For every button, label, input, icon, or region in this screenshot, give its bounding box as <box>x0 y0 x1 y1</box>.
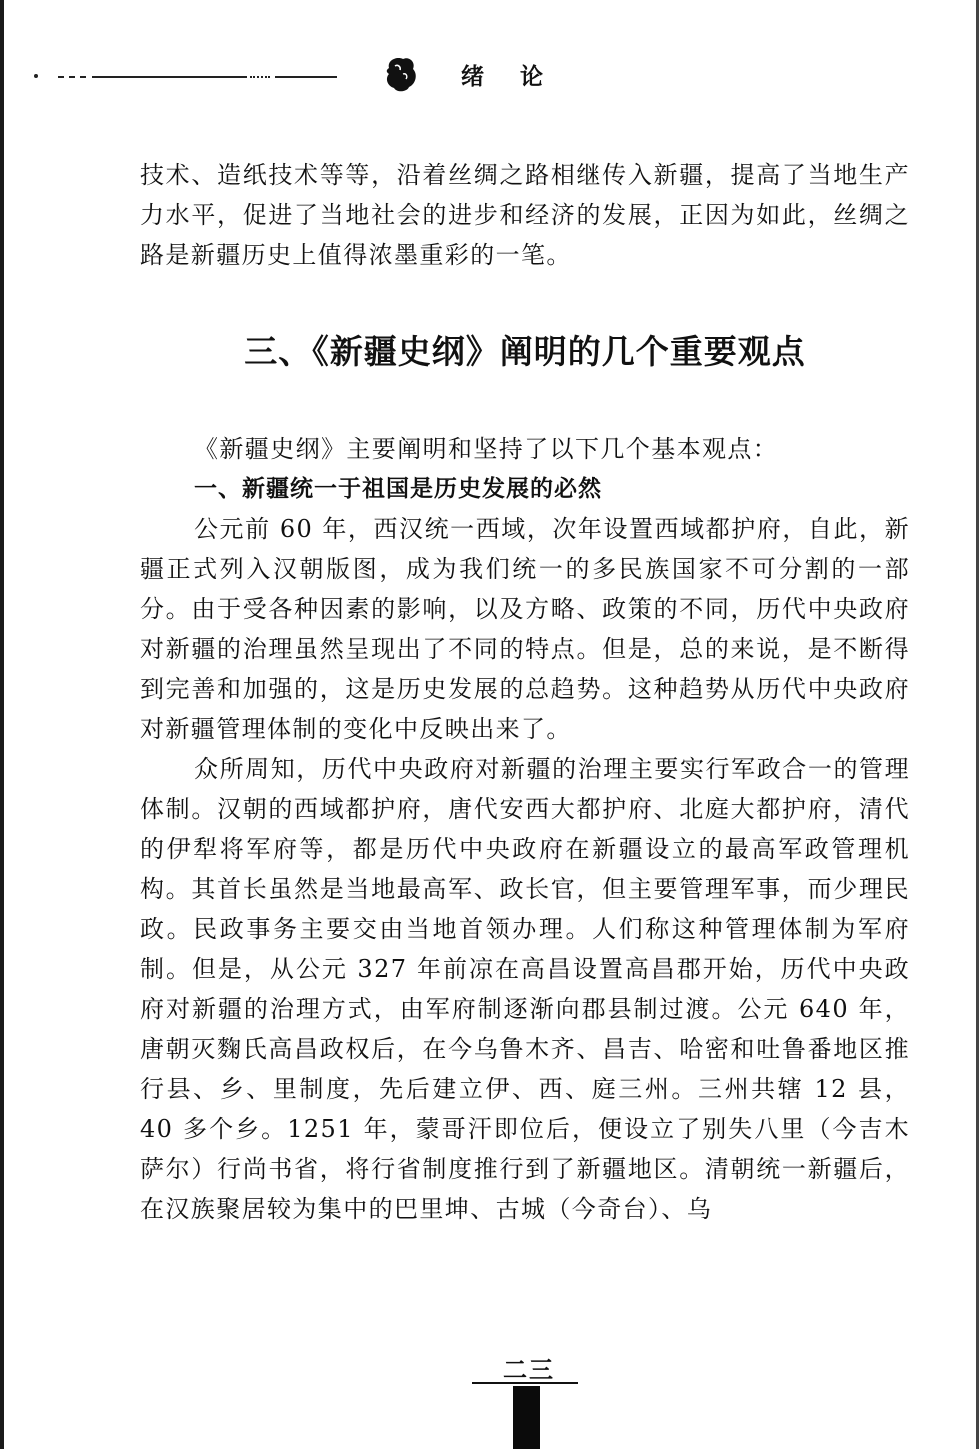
header-rule-segment <box>58 76 86 78</box>
header-emblem-icon <box>383 54 419 94</box>
footer-bar <box>513 1386 540 1449</box>
body-paragraph: 技术、造纸技术等等，沿着丝绸之路相继传入新疆，提高了当地生产力水平，促进了当地社会的进步和经济的发展，正因为如此，丝绸之路是新疆历史上值得浓墨重彩的一笔。 <box>140 161 910 269</box>
page-footer <box>0 1350 979 1449</box>
header-rule-segment <box>92 76 247 78</box>
page-scan-edge-left <box>0 0 4 1449</box>
header-rule-segment <box>275 76 337 78</box>
page-header <box>0 52 979 102</box>
running-head-title: 绪 论 <box>461 63 558 90</box>
page-number: 二三 <box>503 1355 555 1384</box>
section-title: 三、《新疆史纲》阐明的几个重要观点 <box>244 332 806 371</box>
footer-rule <box>472 1382 578 1384</box>
page-body <box>140 155 910 1229</box>
body-paragraph: 《新疆史纲》主要阐明和坚持了以下几个基本观点： <box>194 435 779 463</box>
header-rule-segment <box>250 76 270 78</box>
body-paragraph: 众所周知，历代中央政府对新疆的治理主要实行军政合一的管理体制。汉朝的西域都护府，唐代安西大都护府、北庭大都护府，清代的伊犁将军府等，都是历代中央政府在新疆设立的最高军政管理机构。其首长虽然是当地最高军、政长官，但主要管理军事，而少理民政。民政事务主要交由当地首领办理。人们称这种管理体制为军府制。但是，从公元 327 年前凉在高昌设置高昌郡开始，历代中央政府对新疆的治理方式，由军府制逐渐向郡县制过渡。公元 640 年，唐朝灭麴氏高昌政权后，在今乌鲁木齐、昌吉、哈密和吐鲁番地区推行县、乡、里制度，先后建立伊、西、庭三州。三州共辖 12 县，40 多个乡。1251 年，蒙哥汗即位后，便设立了别失八里（今吉木萨尔）行尚书省，将行省制度推行到了新疆地区。清朝统一新疆后，在汉族聚居较为集中的巴里坤、古城（今奇台）、乌 <box>140 755 910 1223</box>
subsection-heading: 一、新疆统一于祖国是历史发展的必然 <box>194 476 602 502</box>
header-dot <box>34 74 38 78</box>
body-paragraph: 公元前 60 年，西汉统一西域，次年设置西域都护府，自此，新疆正式列入汉朝版图，成为我们统一的多民族国家不可分割的一部分。由于受各种因素的影响，以及方略、政策的不同，历代中央政府对新疆的治理虽然呈现出了不同的特点。但是，总的来说，是不断得到完善和加强的，这是历史发展的总趋势。这种趋势从历代中央政府对新疆管理体制的变化中反映出来了。 <box>140 515 910 743</box>
